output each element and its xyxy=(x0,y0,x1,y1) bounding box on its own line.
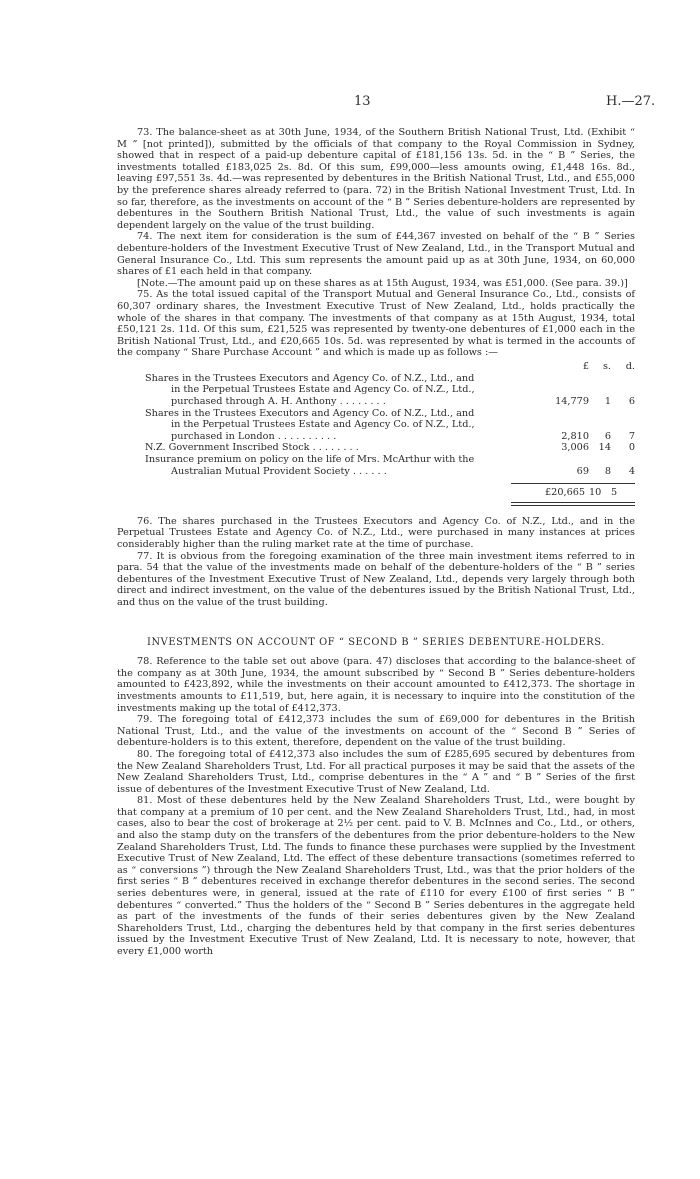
row-pence: 4 xyxy=(628,465,635,477)
row-pence: 7 xyxy=(628,430,635,442)
row-label: Shares in the Trustees Executors and Agency Co. of N.Z., Ltd., and xyxy=(145,407,475,419)
pence-header: d. xyxy=(625,360,635,372)
page-number: 13 xyxy=(354,94,371,109)
paragraph-79: 79. The foregoing total of £412,373 includes the sum of £69,000 for debentures in the British National Trust, Ltd., and the value of the investments on account of the “ Second B ” Series of debenture-holders is to this extent, therefore, dependent on the value of the trust building. xyxy=(117,714,635,749)
row-shillings: 14 xyxy=(598,442,611,454)
table-column-header xyxy=(117,361,635,373)
row-label: Shares in the Trustees Executors and Agency Co. of N.Z., Ltd., and xyxy=(145,372,475,384)
paragraph-78: 78. Reference to the table set out above (para. 47) discloses that according to the balance-sheet of the company as at 30th June, 1934, the amount subscribed by “ Second B ” Series debenture-holders amounted to £423,892, while the investments on their account amounted to £412,373. The shortage in investments amounts to £11,519, but, here again, it is necessary to inquire into the constitution of the investments making up the total of £412,373. xyxy=(117,656,635,714)
row-label-continued: in the Perpetual Trustees Estate and Agency Co. of N.Z., Ltd., xyxy=(171,384,475,396)
paragraph-75: 75. As the total issued capital of the Transport Mutual and General Insurance Co., Ltd., consists of 60,307 ordinary shares, the Investment Executive Trust of New Zealand, Ltd., holds practically the whole of the shares in that company. The investments of that company as at 15th August, 1934, total £50,121 2s. 11d. Of this sum, £21,525 was represented by twenty-one debentures of £1,000 each in the British National Trust, Ltd., and £20,665 10s. 5d. was represented by what is termed in the accounts of the company “ Share Purchase Account ” and which is made up as follows :— xyxy=(117,289,635,359)
row-label-continued: Australian Mutual Provident Society . . . . . . xyxy=(171,465,387,477)
row-label-continued: purchased through A. H. Anthony . . . . . . . . xyxy=(171,396,386,408)
row-pounds: 69 xyxy=(576,465,589,477)
investment-table xyxy=(117,361,635,506)
row-pence: 0 xyxy=(628,442,635,454)
table-row xyxy=(117,373,635,408)
total-pence: 5 xyxy=(611,487,618,499)
row-label: Insurance premium on policy on the life of Mrs. McArthur with the xyxy=(145,454,475,466)
row-pounds: 14,779 xyxy=(555,396,589,408)
row-label-continued: purchased in London . . . . . . . . . . xyxy=(171,430,337,442)
section-heading: INVESTMENTS ON ACCOUNT OF “ SECOND B ” SERIES DEBENTURE-HOLDERS. xyxy=(147,636,605,648)
pounds-header: £ xyxy=(582,360,589,372)
table-total xyxy=(117,484,635,502)
document-body xyxy=(117,127,635,958)
total-double-rule xyxy=(511,502,635,506)
note: [Note.—The amount paid up on these shares as at 15th August, 1934, was £51,000. (See para. 39.)] xyxy=(137,277,628,289)
row-shillings: 6 xyxy=(604,430,611,442)
row-shillings: 8 xyxy=(604,465,611,477)
row-pence: 6 xyxy=(628,396,635,408)
total-pounds: £20,665 xyxy=(545,487,586,499)
paragraph-77: 77. It is obvious from the foregoing examination of the three main investment items referred to in para. 54 that the value of the investments made on behalf of the debenture-holders of the “ B ” series debentures of the Investment Executive Trust of New Zealand, Ltd., depends very largely through both direct and indirect investment, on the value of the debentures issued by the British National Trust, Ltd., and thus on the value of the trust building. xyxy=(117,550,635,608)
row-pounds: 3,006 xyxy=(561,442,589,454)
row-label-continued: in the Perpetual Trustees Estate and Agency Co. of N.Z., Ltd., xyxy=(171,419,475,431)
paragraph-76: 76. The shares purchased in the Trustees Executors and Agency Co. of N.Z., Ltd., and in the Perpetual Trustees Estate and Agency Co. of N.Z., Ltd., were purchased in many instances at prices considerably higher than the ruling market rate at the time of purchase. xyxy=(117,515,635,550)
shillings-header: s. xyxy=(602,360,611,372)
paragraph-80: 80. The foregoing total of £412,373 also includes the sum of £285,695 secured by debentures from the New Zealand Shareholders Trust, Ltd. For all practical purposes it may be said that the assets of the New Zealand Shareholders Trust, Ltd., comprise debentures in the “ A ” and “ B ” Series of the first issue of debentures of the Investment Executive Trust of New Zealand, Ltd. xyxy=(117,748,635,795)
total-shillings: 10 xyxy=(589,487,602,499)
paragraph-74: 74. The next item for consideration is the sum of £44,367 invested on behalf of the “ B ” Series debenture-holders of the Investment Executive Trust of New Zealand, Ltd., in the Transport Mutual and General Insurance Co., Ltd. This sum represents the amount paid up as at 30th June, 1934, on 60,000 shares of £1 each held in that company. xyxy=(117,231,635,278)
table-row xyxy=(117,454,635,477)
paragraph-73: 73. The balance-sheet as at 30th June, 1934, of the Southern British National Trust, Ltd. (Exhibit “ M ” [not printed]), submitted by the officials of that company to the Royal Commission in Sydney, showed that in respect of a paid-up debenture capital of £181,156 13s. 5d. in the “ B ” Series, the investments totalled £183,025 2s. 8d. Of this sum, £99,000—less amounts owing, £1,448 16s. 8d., leaving £97,551 3s. 4d.—was represented by debentures in the British National Trust, Ltd., and £55,000 by the preference shares already referred to (para. 72) in the British National Investment Trust, Ltd. In so far, therefore, as the investments on account of the “ B ” Series debenture-holders are represented by debentures in the Southern British National Trust, Ltd., the value of such investments is again dependent largely on the value of the trust building. xyxy=(117,127,635,231)
row-shillings: 1 xyxy=(604,396,611,408)
row-pounds: 2,810 xyxy=(561,430,589,442)
document-reference: H.—27. xyxy=(606,94,656,109)
row-label: N.Z. Government Inscribed Stock . . . . . . . . xyxy=(145,442,359,454)
table-row xyxy=(117,442,635,454)
paragraph-81: 81. Most of these debentures held by the New Zealand Shareholders Trust, Ltd., were bought by that company at a premium of 10 per cent. and the New Zealand Shareholders Trust, Ltd., had, in most cases, also to bear the cost of brokerage at 2½ per cent. paid to V. B. McInnes and Co., Ltd., or others, and also the stamp duty on the transfers of the debentures from the prior debenture-holders to the New Zealand Shareholders Trust, Ltd. The funds to finance these purchases were supplied by the Investment Executive Trust of New Zealand, Ltd. The effect of these debenture transactions (sometimes referred to as “ conversions ”) through the New Zealand Shareholders Trust, Ltd., was that the prior holders of the first series “ B ” debentures received in exchange therefor debentures in the second series. The second series debentures were, in general, issued at the rate of £110 for every £100 of first series “ B ” debentures “ converted.” Thus the holders of the “ Second B ” Series debentures in the aggregate held as part of the investments of the funds of their series debentures given by the New Zealand Shareholders Trust, Ltd., charging the debentures held by that company in the first series debentures issued by the Investment Executive Trust of New Zealand, Ltd. It is necessary to note, however, that every £1,000 worth xyxy=(117,795,635,957)
table-row xyxy=(117,408,635,443)
